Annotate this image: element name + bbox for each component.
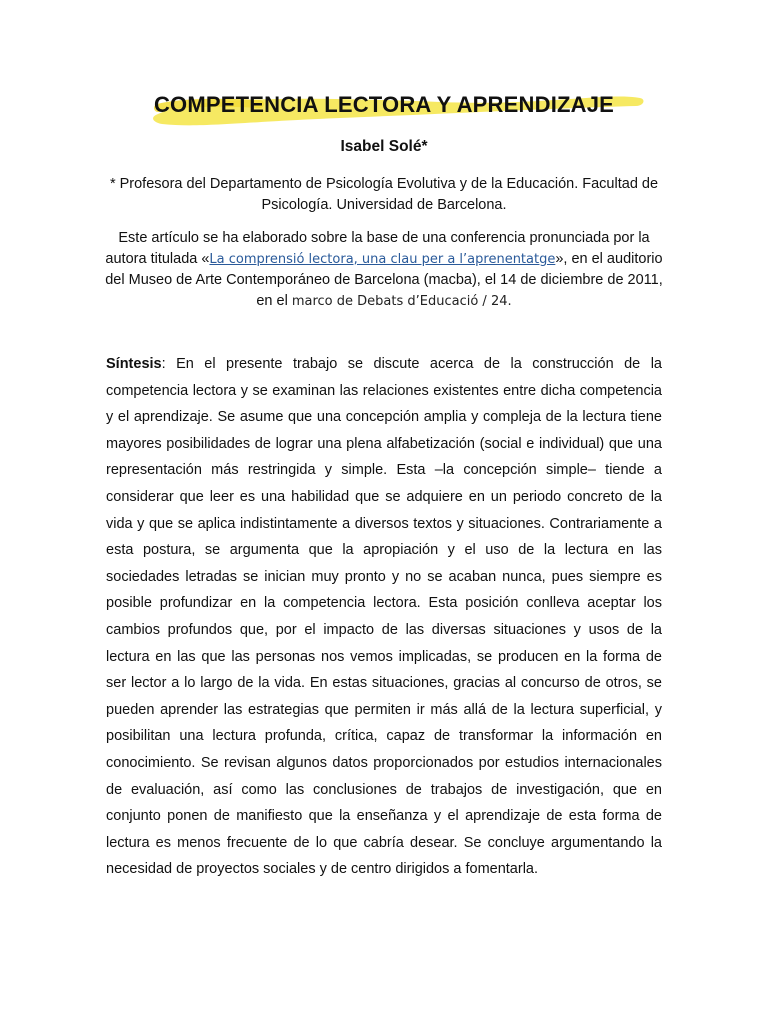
series-name: marco de Debats d’Educació / 24.: [291, 294, 512, 309]
article-origin-note: [100, 228, 668, 312]
title-block: [0, 84, 768, 132]
abstract-paragraph: [106, 351, 662, 883]
abstract-text: En el presente trabajo se discute acerca de la construcción de la competencia lectora y se examinan las relaciones existentes entre dicha competencia y el aprendizaje. Se asume que una concepción amplia y compleja de la lectura tiene mayores posibilidades de lograr una plena alfabetización (social e individual) que una representación más restringida y simple. Esta –la concepción simple– tiende a considerar que leer es una habilidad que se adquiere en un periodo concreto de la vida y que se aplica indistintamente a diversos textos y situaciones. Contrariamente a esta postura, se argumenta que la apropiación y el uso de la lectura en las sociedades letradas se inician muy pronto y no se acaban nunca, pues siempre es posible profundizar en la competencia lectora. Esta posición conlleva aceptar los cambios profundos que, por el impacto de las diversas situaciones y usos de la lectura en las que las personas nos vemos implicadas, se producen en la forma de ser lector a lo largo de la vida. En estas situaciones, gracias al concurso de otros, se pueden aprender las estrategias que permiten ir más allá de la lectura superficial, y posibilitan una lectura profunda, crítica, capaz de transformar la información en conocimiento. Se revisan algunos datos proporcionados por estudios internacionales de evaluación, así como las conclusiones de trabajos de investigación, que en conjunto ponen de manifiesto que la enseñanza y el aprendizaje de esta forma de lectura es menos frecuente de lo que cabría desear. Se concluye argumentando la necesidad de proyectos sociales y de centro dirigidos a fomentarla.: [106, 356, 662, 878]
abstract-separator: :: [161, 356, 166, 372]
note-prefix: Este artículo se ha elaborado sobre la base de una conferencia pronunciada por la autora titulada «: [105, 230, 650, 267]
note-middle: », en el auditorio del Museo de Arte Contemporáneo de Barcelona (macba), el 14 de diciembre de 2011, en el: [105, 251, 663, 309]
author-name: Isabel Solé*: [340, 138, 428, 155]
page-title: COMPETENCIA LECTORA Y APRENDIZAJE: [153, 92, 615, 117]
conference-title-link[interactable]: La comprensió lectora, una clau per a l’aprenentatge: [209, 252, 556, 267]
abstract-label: Síntesis: [106, 356, 162, 372]
author-affiliation: * Profesora del Departamento de Psicología Evolutiva y de la Educación. Facultad de Psicología. Universidad de Barcelona.: [109, 176, 659, 213]
